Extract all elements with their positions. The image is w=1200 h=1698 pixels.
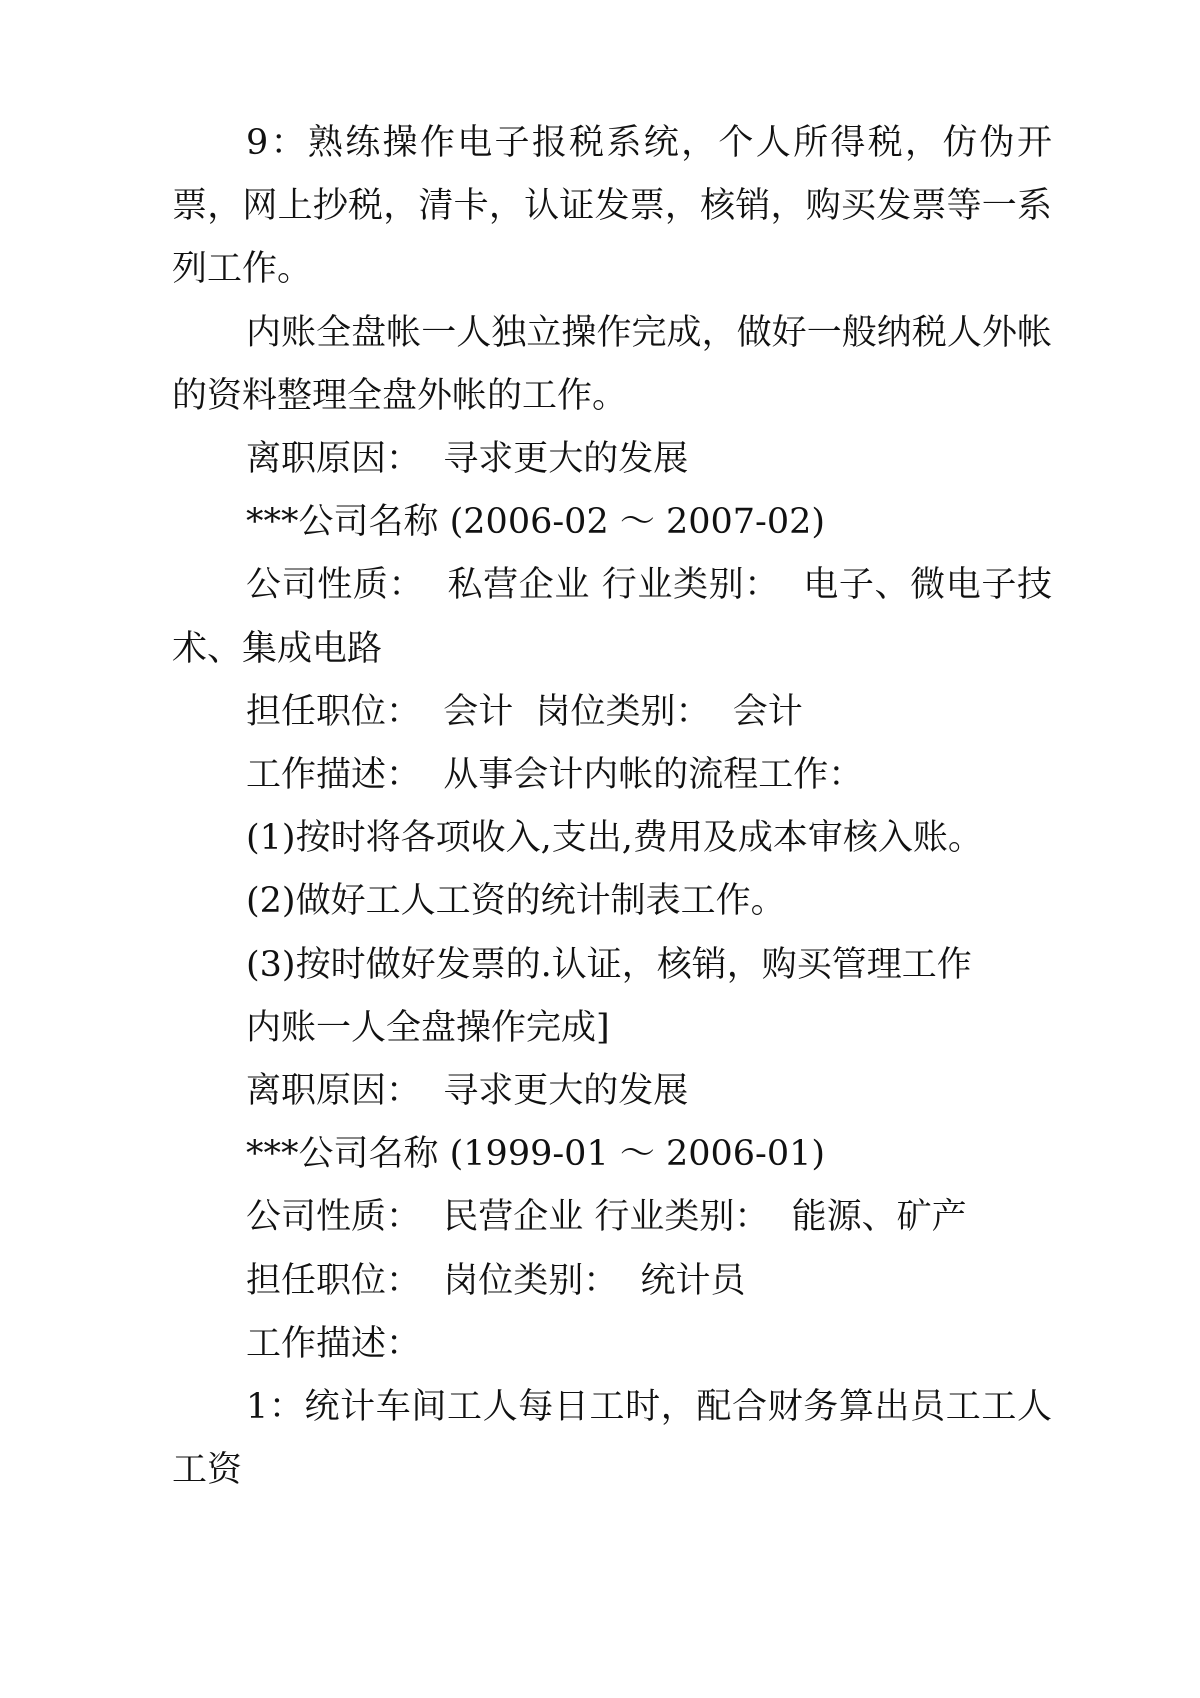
paragraph-company-type-1: 公司性质： 私营企业 行业类别： 电子、微电子技术、集成电路 [172, 565, 1052, 669]
paragraph-company-2: ***公司名称 (1999-01 ～ 2006-01) [246, 1134, 826, 1175]
paragraph-leave-reason-1: 离职原因： 寻求更大的发展 [246, 439, 689, 480]
document-body [172, 112, 1052, 1502]
paragraph-position-1: 担任职位： 会计 岗位类别： 会计 [246, 691, 803, 732]
paragraph-internal-accounts: 内账全盘帐一人独立操作完成，做好一般纳税人外帐的资料整理全盘外帐的工作。 [172, 312, 1052, 416]
paragraph-duty-3: (3)按时做好发票的.认证，核销，购买管理工作 [246, 944, 972, 985]
paragraph-duty-4: 内账一人全盘操作完成] [246, 1007, 610, 1048]
paragraph-company-1: ***公司名称 (2006-02 ～ 2007-02) [246, 502, 826, 543]
paragraph-tax-system: 9：熟练操作电子报税系统，个人所得税，仿伪开票，网上抄税，清卡，认证发票，核销，购买发票等一系列工作。 [172, 123, 1052, 290]
paragraph-duty-2: (2)做好工人工资的统计制表工作。 [246, 881, 786, 922]
paragraph-position-2: 担任职位： 岗位类别： 统计员 [246, 1260, 746, 1301]
paragraph-leave-reason-2: 离职原因： 寻求更大的发展 [246, 1071, 689, 1112]
paragraph-job-description-2: 工作描述： [246, 1323, 422, 1364]
paragraph-company-type-2: 公司性质： 民营企业 行业类别： 能源、矿产 [246, 1197, 967, 1238]
paragraph-job-description-1: 工作描述： 从事会计内帐的流程工作： [246, 755, 864, 796]
paragraph-duty-1: (1)按时将各项收入,支出,费用及成本审核入账。 [246, 818, 983, 859]
paragraph-statistics-duty: 1：统计车间工人每日工时，配合财务算出员工工人工资 [172, 1387, 1052, 1491]
